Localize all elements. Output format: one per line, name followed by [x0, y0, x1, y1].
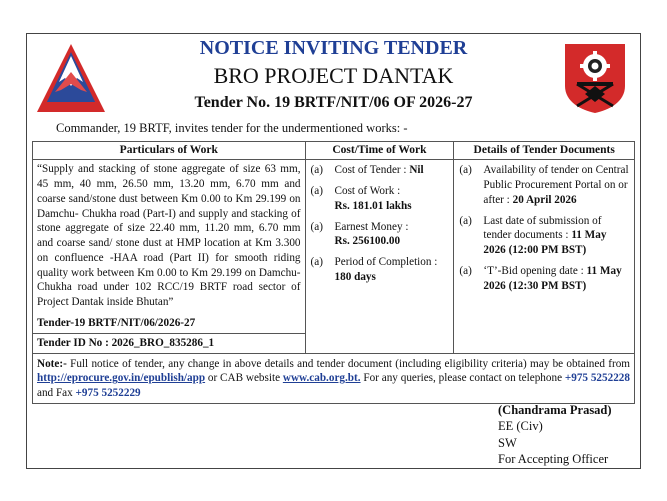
- list-item: (a) Period of Completion : 180 days: [310, 256, 438, 283]
- fax-number: +975 5252229: [75, 386, 141, 399]
- intro-text: Commander, 19 BRTF, invites tender for the undermentioned works: -: [56, 121, 408, 135]
- notice-title: NOTICE INVITING TENDER: [199, 37, 468, 59]
- signatory-name: (Chandrama Prasad): [498, 403, 612, 417]
- list-item: (a) ‘T’-Bid opening date : 11 May 2026 (12:30 PM BST): [459, 264, 622, 292]
- signatory-unit: SW: [498, 435, 517, 450]
- tender-id: Tender ID No : 2026_BRO_835286_1: [33, 333, 306, 353]
- tender-table: [32, 141, 635, 404]
- submission-date: 11 May 2026 (12:00 PM BST): [483, 229, 607, 257]
- bid-opening-date: 11 May 2026 (12:30 PM BST): [483, 264, 622, 292]
- note-prefix: Note:-: [37, 357, 67, 370]
- eprocure-link[interactable]: http://eprocure.gov.in/epublish/app: [37, 372, 206, 385]
- earnest-money-value: Rs. 256100.00: [334, 235, 401, 248]
- cab-website-link[interactable]: www.cab.org.bt.: [282, 372, 361, 385]
- list-item: (a) Availability of tender on Central Public Procurement Portal on or after : 20 April 2026: [459, 164, 629, 206]
- table-row: [33, 160, 635, 334]
- table-header-row: [33, 142, 635, 160]
- list-item: (a) Cost of Work : Rs. 181.01 lakhs: [310, 184, 412, 212]
- completion-period-value: 180 days: [334, 270, 376, 283]
- organization-name: BRO PROJECT DANTAK: [213, 63, 454, 88]
- telephone-number: +975 5252228: [564, 372, 630, 385]
- list-item: (a) Earnest Money : Rs. 256100.00: [310, 220, 409, 248]
- list-item: (a) Last date of submission of tender documents : 11 May 2026 (12:00 PM BST): [459, 214, 607, 257]
- work-description: “Supply and stacking of stone aggregate of size 63 mm, 45 mm, 40 mm, 26.50 mm, 13.20 mm, 6.70 mm and coarse sand/stone dust between Km 0.00 to Km 29.199 on Damchu- Chukha road (Part-I) and supply and stacking of stone aggregate of size 22.40 mm, 11.20 mm, 6.70 mm and coarse sand/ stone dust at HMP location at Km 3.300 on confluence -HAA road (Part II) for smooth riding quality work between Km 0.00 to Km 29.199 on Damchu- Chukha road under 102 RCC/19 BRTF road sector of Project Dantak inside Bhutan”: [37, 163, 301, 309]
- table-row: [33, 353, 635, 404]
- list-item: (a) Cost of Tender : Nil: [310, 164, 424, 177]
- work-particulars-cell: [33, 160, 306, 334]
- cost-time-cell: [305, 160, 454, 354]
- note-cell: Note:- Full notice of tender, any change in above details and tender document (including eligibility criteria) may be obtained from http://eprocure.gov.in/epublish/app or CAB website www.cab.org.bt. For any queries, please contact on telephone +975 5252228 and Fax +975 5252229: [33, 353, 635, 404]
- signature-block: [498, 402, 612, 467]
- tender-details-cell: [454, 160, 635, 354]
- work-reference: Tender-19 BRTF/NIT/06/2026-27: [37, 316, 196, 329]
- work-cost-value: Rs. 181.01 lakhs: [334, 199, 412, 212]
- availability-date: 20 April 2026: [512, 193, 577, 206]
- signatory-role: For Accepting Officer: [498, 451, 609, 466]
- tender-cost-value: Nil: [409, 164, 424, 177]
- signatory-designation: EE (Civ): [498, 419, 543, 434]
- header-particulars: Particulars of Work: [33, 142, 306, 160]
- header-tender-details: Details of Tender Documents: [454, 142, 635, 160]
- header-cost-time: Cost/Time of Work: [305, 142, 454, 160]
- tender-number: Tender No. 19 BRTF/NIT/06 OF 2026-27: [194, 94, 473, 111]
